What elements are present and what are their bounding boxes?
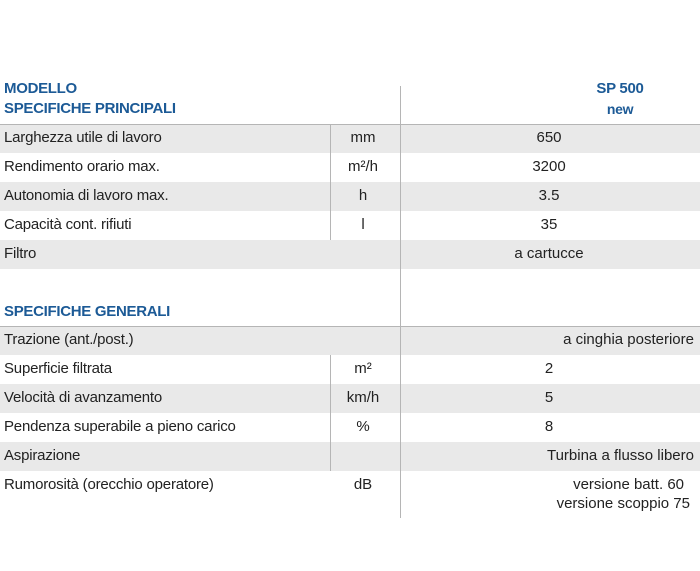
- table-row: [0, 326, 700, 355]
- row-value: Turbina a flusso libero: [546, 447, 694, 464]
- row-unit: km/h: [346, 389, 380, 406]
- table-row: [0, 413, 700, 442]
- row-value: a cinghia posteriore: [563, 331, 694, 348]
- column-divider: [330, 124, 331, 240]
- table-row: [0, 355, 700, 384]
- row-label: Superficie filtrata: [4, 360, 112, 377]
- row-label: Capacità cont. rifiuti: [4, 216, 132, 233]
- row-label: Larghezza utile di lavoro: [4, 129, 162, 146]
- row-label: Filtro: [4, 245, 37, 262]
- table-row: [0, 471, 700, 517]
- row-value: versione batt. 60: [573, 476, 684, 493]
- row-unit: m²/h: [348, 158, 378, 175]
- divider: [0, 326, 700, 327]
- table-row: [0, 182, 700, 211]
- row-label: Pendenza superabile a pieno carico: [4, 418, 236, 435]
- table-row: [0, 442, 700, 471]
- row-value: 2: [544, 360, 554, 377]
- row-unit: m²: [354, 360, 372, 377]
- row-label: Velocità di avanzamento: [4, 389, 163, 406]
- row-label: Aspirazione: [4, 447, 81, 464]
- model-name: SP 500: [596, 80, 644, 97]
- table-row: [0, 384, 700, 413]
- row-value: 8: [544, 418, 554, 435]
- row-value: a cartucce: [514, 245, 584, 262]
- row-label: Autonomia di lavoro max.: [4, 187, 169, 204]
- row-unit: h: [358, 187, 368, 204]
- table-row: [0, 211, 700, 240]
- model-label: MODELLO: [4, 80, 77, 97]
- row-label: Rendimento orario max.: [4, 158, 160, 175]
- section-title-general: SPECIFICHE GENERALI: [4, 303, 170, 320]
- row-label: Rumorosità (orecchio operatore): [4, 476, 214, 493]
- section-title-main: SPECIFICHE PRINCIPALI: [4, 100, 176, 117]
- row-value: 650: [536, 129, 562, 146]
- column-divider: [400, 86, 401, 518]
- divider: [0, 124, 700, 125]
- row-value: 35: [540, 216, 558, 233]
- row-unit: mm: [350, 129, 376, 146]
- row-value: 3200: [532, 158, 566, 175]
- model-variant: new: [606, 101, 634, 117]
- row-value: 3.5: [538, 187, 560, 204]
- row-unit: l: [361, 216, 365, 233]
- row-unit: %: [356, 418, 370, 435]
- table-row: [0, 153, 700, 182]
- row-value: 5: [544, 389, 554, 406]
- table-row: [0, 124, 700, 153]
- row-value-secondary: versione scoppio 75: [556, 495, 690, 512]
- table-row: [0, 240, 700, 269]
- row-unit: dB: [353, 476, 373, 493]
- row-label: Trazione (ant./post.): [4, 331, 134, 348]
- column-divider: [330, 355, 331, 471]
